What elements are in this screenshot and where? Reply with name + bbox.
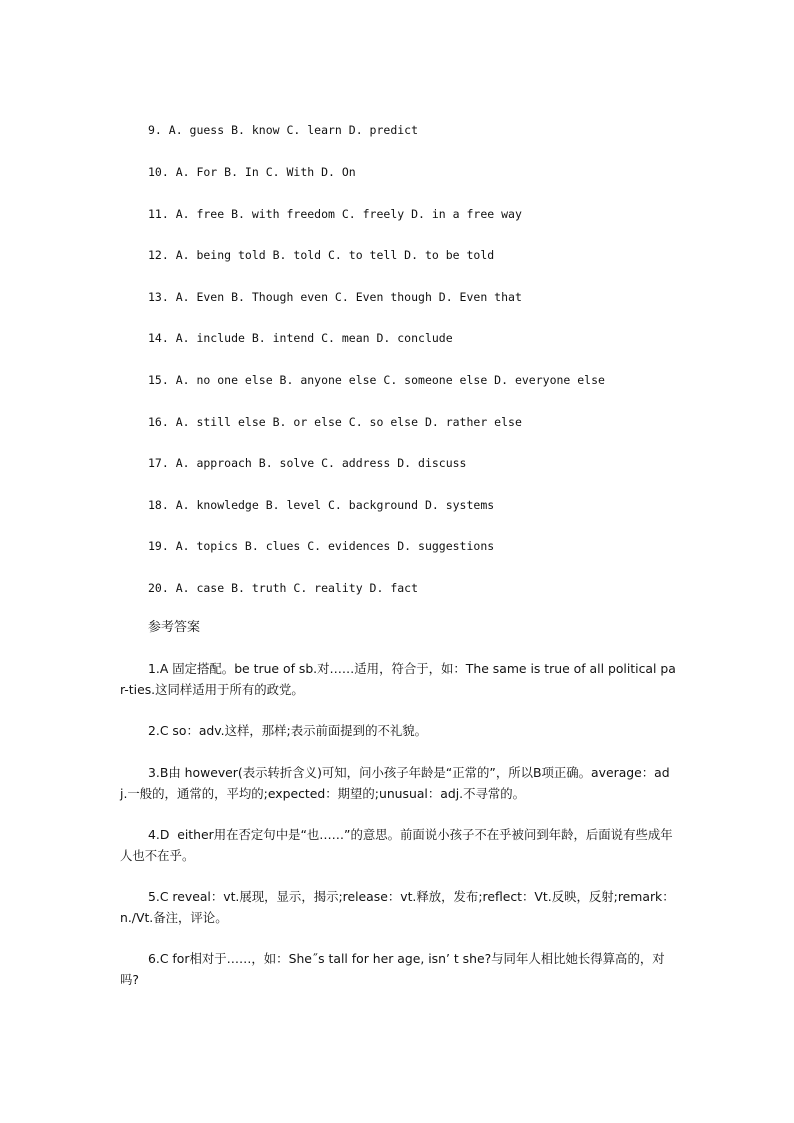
option-line-q13: 13. A. Even B. Though even C. Even though D. Even that [148, 290, 522, 304]
option-line-q17: 17. A. approach B. solve C. address D. discuss [148, 456, 467, 470]
answer-paragraph-5: 5.C reveal：vt.展现，显示，揭示;release：vt.释放，发布;reflect：Vt.反映，反射;remark：n./Vt.备注，评论。 [120, 889, 675, 925]
answer-paragraph-4: 4.D either用在否定句中是“也……”的意思。前面说小孩子不在乎被问到年龄，后面说有些成年人也不在乎。 [120, 827, 673, 863]
answer-paragraph-1: 1.A 固定搭配。be true of sb.对……适用，符合于，如：The same is true of all political par-ties.这同样适用于所有的政党。 [120, 661, 676, 697]
answer-paragraph-3: 3.B由 however(表示转折含义)可知，问小孩子年龄是“正常的”，所以B项正确。average：adj.一般的，通常的，平均的;expected：期望的;unusual：adj.不寻常的。 [120, 765, 670, 801]
answer-paragraph-6: 6.C for相对于……，如：She˝s tall for her age, isn’ t she?与同年人相比她长得算高的，对吗? [120, 951, 665, 987]
option-line-q20: 20. A. case B. truth C. reality D. fact [148, 581, 419, 595]
option-line-q9: 9. A. guess B. know C. learn D. predict [148, 123, 419, 137]
option-line-q10: 10. A. For B. In C. With D. On [148, 165, 356, 179]
option-line-q18: 18. A. knowledge B. level C. background D. systems [148, 498, 495, 512]
option-line-q11: 11. A. free B. with freedom C. freely D. in a free way [148, 207, 522, 221]
option-line-q15: 15. A. no one else B. anyone else C. someone else D. everyone else [148, 373, 605, 387]
option-line-q12: 12. A. being told B. told C. to tell D. to be told [148, 248, 495, 262]
answer-paragraph-2: 2.C so：adv.这样，那样;表示前面提到的不礼貌。 [148, 723, 428, 738]
answers-heading: 参考答案 [148, 620, 201, 635]
option-line-q19: 19. A. topics B. clues C. evidences D. suggestions [148, 539, 495, 553]
option-line-q16: 16. A. still else B. or else C. so else D. rather else [148, 415, 522, 429]
option-line-q14: 14. A. include B. intend C. mean D. conclude [148, 331, 453, 345]
